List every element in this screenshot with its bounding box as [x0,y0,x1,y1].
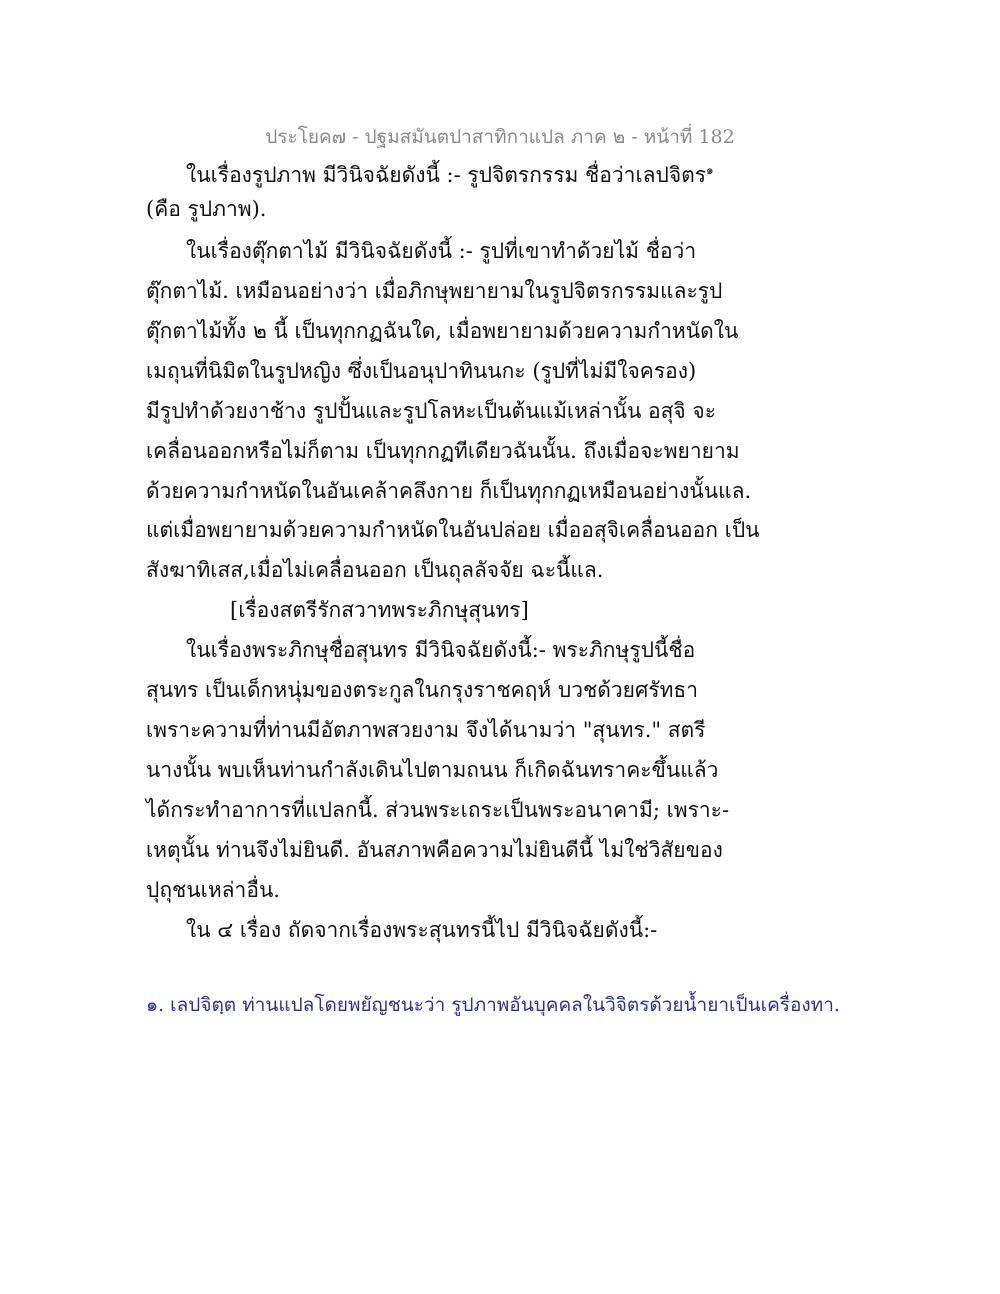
footnote-ref: ๑ [706,163,714,177]
section-heading: [เรื่องสตรีรักสวาทพระภิกษุสุนทร] [230,598,529,622]
body-line-17: เหตุนั้น ท่านจึงไม่ยินดี. อันสภาพคือความไม่ยินดีนี้ ไม่ใช่วิสัยของ [146,838,723,862]
body-line-3: ในเรื่องตุ๊กตาไม้ มีวินิจฉัยดังนี้ :- รูปที่เขาทำด้วยไม้ ชื่อว่า [186,239,697,263]
body-line-2: (คือ รูปภาพ). [146,197,267,221]
body-line-5: ตุ๊กตาไม้ทั้ง ๒ นี้ เป็นทุกกฏฉันใด, เมื่อพยายามด้วยความกำหนัดใน [146,319,739,343]
body-line-8: เคลื่อนออกหรือไม่ก็ตาม เป็นทุกกฏทีเดียวฉันนั้น. ถึงเมื่อจะพยายาม [146,439,740,463]
body-line-18: ปุถุชนเหล่าอื่น. [146,878,280,902]
body-line-9: ด้วยความกำหนัดในอันเคล้าคลึงกาย ก็เป็นทุกกฏเหมือนอย่างนั้นแล. [146,479,752,503]
footnote: ๑. เลปจิตฺต ท่านแปลโดยพยัญชนะว่า รูปภาพอันบุคคลในวิจิตรด้วยน้ำยาเป็นเครื่องทา. [146,994,840,1016]
body-line-15: นางนั้น พบเห็นท่านกำลังเดินไปตามถนน ก็เกิดฉันทราคะขึ้นแล้ว [146,758,719,782]
body-line-14: เพราะความที่ท่านมีอัตภาพสวยงาม จึงได้นามว่า "สุนทร." สตรี [146,718,706,742]
body-line-11: สังฆาทิเสส,เมื่อไม่เคลื่อนออก เป็นถุลลัจจัย ฉะนี้แล. [146,558,604,582]
body-line-7: มีรูปทำด้วยงาช้าง รูปปั้นและรูปโลหะเป็นต้นแม้เหล่านั้น อสุจิ จะ [146,399,716,423]
body-line-16: ได้กระทำอาการที่แปลกนี้. ส่วนพระเถระเป็นพระอนาคามี; เพราะ- [146,798,730,822]
body-line-19: ใน ๔ เรื่อง ถัดจากเรื่องพระสุนทรนี้ไป มีวินิจฉัยดังนี้:- [186,918,658,942]
running-head-text: ประโยค๗ - ปฐมสมันตปาสาทิกาแปล ภาค ๒ - หน้าที่ 182 [265,126,735,148]
body-line-4: ตุ๊กตาไม้. เหมือนอย่างว่า เมื่อภิกษุพยายามในรูปจิตรกรรมและรูป [146,279,723,303]
running-header [0,122,1000,152]
body-line-6: เมถุนที่นิมิตในรูปหญิง ซึ่งเป็นอนุปาทินนกะ (รูปที่ไม่มีใจครอง) [146,359,697,383]
body-line-1: ในเรื่องรูปภาพ มีวินิจฉัยดังนี้ :- รูปจิตรกรรม ชื่อว่าเลปจิตร$^๑$ [186,163,714,187]
body-line-13: สุนทร เป็นเด็กหนุ่มของตระกูลในกรุงราชคฤห์ บวชด้วยศรัทธา [146,678,699,702]
body-line-12: ในเรื่องพระภิกษุชื่อสุนทร มีวินิจฉัยดังนี้:- พระภิกษุรูปนี้ชื่อ [186,638,696,662]
body-line-10: แต่เมื่อพยายามด้วยความกำหนัดในอันปล่อย เมื่ออสุจิเคลื่อนออก เป็น [146,518,760,542]
